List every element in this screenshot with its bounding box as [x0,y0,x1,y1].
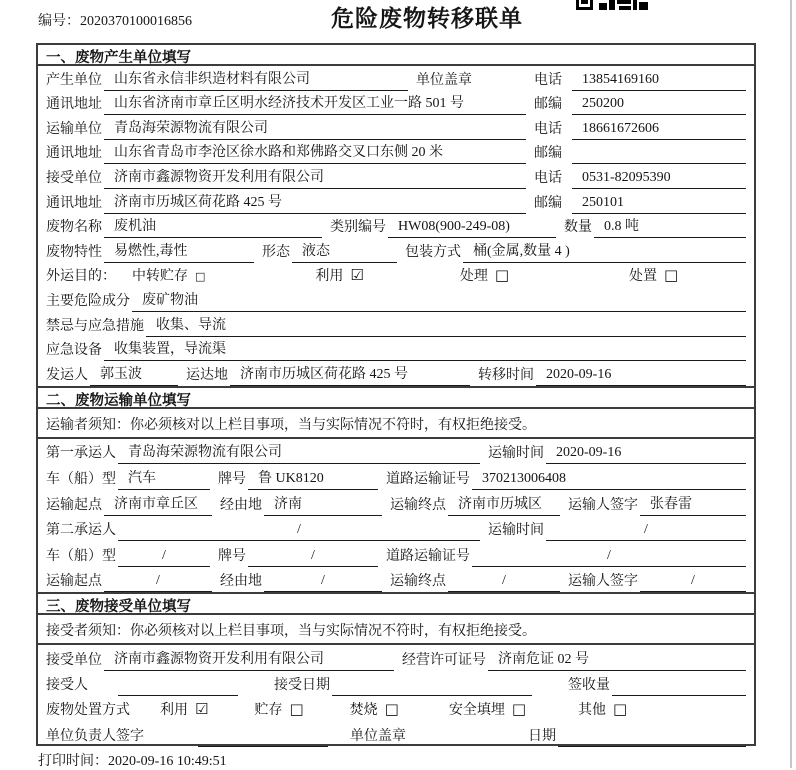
checkbox-label: 利用 [315,269,344,285]
via2-value: / [264,573,382,592]
section-transporter [38,386,754,593]
print-time-label: 打印时间： [38,754,108,769]
transport-time-label: 运输时间 [488,523,544,539]
packing-label: 包装方式 [405,244,461,260]
row-receiver-address [38,189,754,214]
character-value: 易燃性,毒性 [104,240,254,263]
checkbox-label: 贮存 [254,703,283,719]
origin2-value: / [104,573,212,592]
receive-date-label: 接受日期 [274,678,330,694]
dest2-value: / [448,573,560,592]
row-purpose [38,263,754,288]
producer-address-value: 山东省济南市章丘区明水经济技术开发区工业一路 501 号 [104,92,526,115]
signed-amount-label: 签收量 [568,678,610,694]
row-receiving-unit [38,645,754,670]
section-receiver-title: 三、废物接受单位填写 [38,594,754,615]
checkbox-label: 焚烧 [349,703,378,719]
serial-number-line [38,10,192,30]
via-label: 经由地 [220,497,262,513]
transport-time-label: 运输时间 [488,446,544,462]
row-vehicle1 [38,464,754,490]
checkbox-dispose [629,265,678,287]
taboo-label: 禁忌与应急措施 [46,318,144,334]
row-transporter-address [38,140,754,165]
form-label: 形态 [262,244,290,260]
waste-name-value: 废机油 [104,215,322,238]
transporter-phone-value: 18661672606 [572,121,746,140]
vehicle2-value: / [118,548,210,567]
transfer-time-label: 转移时间 [478,367,534,383]
origin-label: 运输起点 [46,497,102,513]
page-title: 危险废物转移联单 [331,6,523,31]
permit1-value: 370213006408 [472,471,746,490]
address-label: 通讯地址 [46,146,102,162]
transporter-address-value: 山东省青岛市李沧区徐水路和郑佛路交叉口东侧 20 米 [104,141,526,164]
license-value: 济南危证 02 号 [488,648,746,671]
hazard-label: 主要危险成分 [46,293,130,309]
packing-value: 桶(金属,数量 4 ) [463,240,746,263]
phone-label: 电话 [534,72,562,88]
receiver-value: 济南市鑫源物资开发利用有限公司 [104,166,526,189]
plate1-value: 鲁 UK8120 [248,467,378,490]
dest-label: 运输终点 [390,574,446,590]
dest1-value: 济南市历城区 [448,493,560,516]
transport-time2-value: / [546,522,746,541]
shipper-value: 郭玉波 [90,363,178,386]
form-value: 液态 [292,240,397,263]
checkbox-unchecked-icon: □ [511,700,527,719]
zip-label: 邮编 [534,146,562,162]
checkbox-use [315,265,363,287]
carrier2-value: / [118,522,480,541]
producer-value: 山东省永信非织造材料有限公司 [104,68,408,91]
quantity-label: 数量 [564,220,592,236]
checkbox-checked-icon: ☑ [195,700,209,719]
receiver-zip-value: 250101 [572,195,746,214]
transporter-notice: 运输者须知：你必须核对以上栏目事项，当与实际情况不符时，有权拒绝接受。 [38,409,754,439]
permit2-value: / [472,548,746,567]
checkbox-label: 其他 [578,703,607,719]
carrier1-label: 第一承运人 [46,446,116,462]
shipper-label: 发运人 [46,367,88,383]
checkbox-transfer-storage [132,265,205,287]
date-value [558,729,746,747]
checkbox-label: 中转贮存 [132,269,188,285]
manifest-form [36,43,756,746]
dest-label: 运输终点 [390,497,446,513]
row-head-signature [38,721,754,746]
unit-seal-label: 单位盖章 [350,728,406,744]
checkbox-unchecked-icon: □ [289,700,304,719]
sign1-value: 张春雷 [640,493,746,516]
checkbox-unchecked-icon: □ [494,266,510,285]
row-first-carrier [38,439,754,465]
transporter-zip-value [572,146,746,164]
row-waste-character [38,238,754,263]
checkbox-disposal-other [578,699,627,721]
checkbox-label: 利用 [160,703,188,719]
producer-label: 产生单位 [46,72,102,88]
row-vehicle2 [38,541,754,567]
via-label: 经由地 [220,574,262,590]
taboo-value: 收集、导流 [146,314,746,337]
checkbox-disposal-burn [350,699,399,721]
transport-time1-value: 2020-09-16 [546,445,746,464]
phone-label: 电话 [534,121,562,137]
permit-label: 道路运输证号 [386,548,470,564]
print-time-value: 2020-09-16 10:49:51 [108,754,227,769]
receiving-unit-label: 接受单位 [46,652,102,668]
sign-label: 运输人签字 [568,497,638,513]
origin1-value: 济南市章丘区 [104,493,212,516]
checkbox-label: 安全填埋 [448,703,505,719]
address-label: 通讯地址 [46,97,102,113]
checkbox-treat [460,265,509,287]
row-transport-unit [38,115,754,140]
zip-label: 邮编 [534,195,562,211]
row-route2 [38,567,754,593]
transfer-time-value: 2020-09-16 [536,367,746,386]
row-emergency-equipment [38,337,754,362]
plate-label: 牌号 [218,471,246,487]
carrier1-value: 青岛海荣源物流有限公司 [118,441,480,464]
carrier2-label: 第二承运人 [46,523,116,539]
equipment-value: 收集装置，导流渠 [104,338,746,361]
row-disposal-method [38,696,754,721]
receive-date-value [332,678,532,696]
vehicle-label: 车（船）型 [46,471,116,487]
checkbox-label: 处置 [629,269,658,285]
receiver-label: 接受单位 [46,170,102,186]
equipment-label: 应急设备 [46,343,102,359]
checkbox-unchecked-icon: □ [384,700,399,719]
sign-label: 运输人签字 [568,574,638,590]
head-sign-value [198,729,328,747]
receiving-unit-value: 济南市鑫源物资开发利用有限公司 [104,648,394,671]
plate-label: 牌号 [218,548,246,564]
waste-name-label: 废物名称 [46,220,102,236]
signed-amount-value [612,678,746,696]
purpose-label: 外运目的： [46,269,116,285]
producer-phone-value: 13854169160 [572,72,746,91]
section-producer-title: 一、废物产生单位填写 [38,45,754,66]
row-route1 [38,490,754,516]
category-value: HW08(900-249-08) [388,219,556,238]
checkbox-disposal-use [160,699,208,721]
scan-edge-line [790,0,792,768]
checkbox-unchecked-icon: □ [613,700,628,719]
checkbox-checked-icon: ☑ [350,266,364,285]
row-hazard-component [38,287,754,312]
zip-label: 邮编 [534,97,562,113]
origin-label: 运输起点 [46,574,102,590]
hazard-value: 废矿物油 [132,289,746,312]
producer-zip-value: 250200 [572,96,746,115]
checkbox-unchecked-icon: □ [195,270,206,284]
row-receiver-unit [38,164,754,189]
transporter-label: 运输单位 [46,121,102,137]
date-label: 日期 [528,728,556,744]
receiver-address-value: 济南市历城区荷花路 425 号 [104,191,526,214]
character-label: 废物特性 [46,244,102,260]
category-label: 类别编号 [330,220,386,236]
license-label: 经营许可证号 [402,652,486,668]
receiver-person-label: 接受人 [46,678,88,694]
print-time-line [38,750,227,770]
row-second-carrier [38,516,754,542]
qr-code-icon [576,0,650,12]
sign2-value: / [640,573,746,592]
unit-seal-label: 单位盖章 [416,72,472,88]
address-label: 通讯地址 [46,195,102,211]
destination-value: 济南市历城区荷花路 425 号 [230,363,470,386]
row-waste-name [38,214,754,239]
quantity-value: 0.8 吨 [594,215,746,238]
transporter-value: 青岛海荣源物流有限公司 [104,117,526,140]
head-sign-label: 单位负责人签字 [46,728,144,744]
via1-value: 济南 [264,493,382,516]
section-transporter-title: 二、废物运输单位填写 [38,388,754,409]
permit-label: 道路运输证号 [386,471,470,487]
vehicle-label: 车（船）型 [46,548,116,564]
serial-value: 2020370100016856 [80,14,192,29]
row-receiving-person [38,671,754,696]
serial-label: 编号： [38,14,80,29]
checkbox-unchecked-icon: □ [664,266,679,285]
vehicle1-value: 汽车 [118,467,210,490]
receiver-notice: 接受者须知：你必须核对以上栏目事项，当与实际情况不符时，有权拒绝接受。 [38,615,754,645]
row-taboo-measures [38,312,754,337]
checkbox-disposal-landfill [449,699,526,721]
plate2-value: / [248,548,378,567]
destination-label: 运达地 [186,367,228,383]
row-producer-address [38,91,754,116]
phone-label: 电话 [534,170,562,186]
receiver-person-value [118,678,238,696]
receiver-phone-value: 0531-82095390 [572,170,746,189]
row-shipper [38,361,754,386]
section-receiver [38,592,754,747]
disposal-label: 废物处置方式 [46,703,130,719]
checkbox-label: 处理 [459,269,488,285]
checkbox-disposal-store [254,699,303,721]
section-producer [38,45,754,386]
row-producer-unit [38,66,754,91]
